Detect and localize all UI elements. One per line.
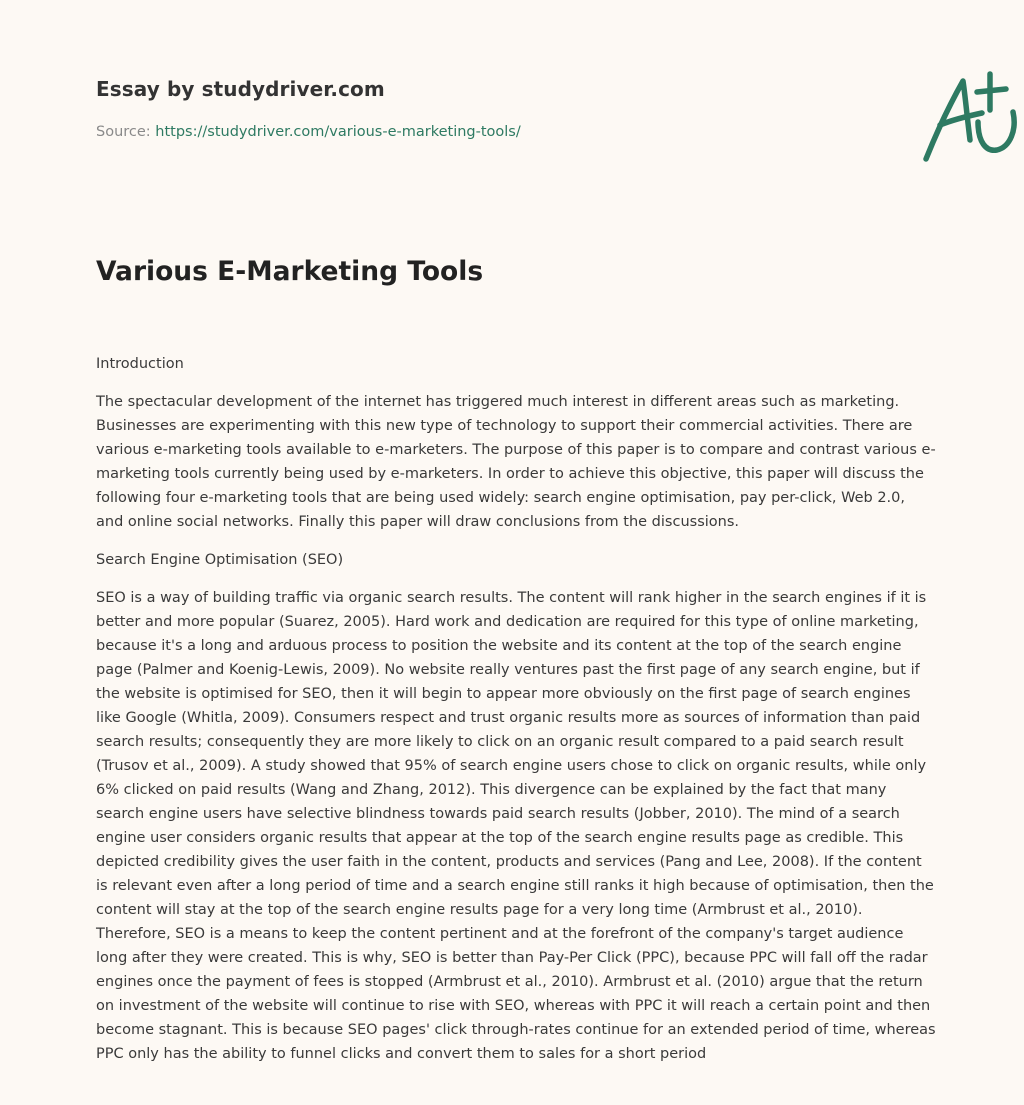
site-header-title: Essay by studydriver.com (96, 77, 385, 101)
section-heading-introduction: Introduction (96, 356, 184, 372)
source-link[interactable]: https://studydriver.com/various-e-marketing-tools/ (155, 124, 521, 140)
a-plus-logo-icon (920, 66, 1024, 166)
section-body-seo: SEO is a way of building traffic via organic search results. The content will rank higher in the search engines if it is better and more popular (Suarez, 2005). Hard work and dedication are required for this type of online marketing, because it's a long and arduous process to position the website and its content at the top of the search engine page (Palmer and Koenig-Lewis, 2009). No website really ventures past the first page of any search engine, but if the website is optimised for SEO, then it will begin to appear more obviously on the first page of search engines like Google (Whitla, 2009). Consumers respect and trust organic results more as sources of information than paid search results; consequently they are more likely to click on an organic result compared to a paid search result (Trusov et al., 2009). A study showed that 95% of search engine users chose to click on organic results, while only 6% clicked on paid results (Wang and Zhang, 2012). This divergence can be explained by the fact that many search engine users have selective blindness towards paid search results (Jobber, 2010). The mind of a search engine user considers organic results that appear at the top of the search engine results page as credible. This depicted credibility gives the user faith in the content, products and services (Pang and Lee, 2008). If the content is relevant even after a long period of time and a search engine still ranks it high because of optimisation, then the content will stay at the top of the search engine results page for a very long time (Armbrust et al., 2010). Therefore, SEO is a means to keep the content pertinent and at the forefront of the company's target audience long after they were created. This is why, SEO is better than Pay-Per Click (PPC), because PPC will fall off the radar engines once the payment of fees is stopped (Armbrust et al., 2010). Armbrust et al. (2010) argue that the return on investment of the website will continue to rise with SEO, whereas with PPC it will reach a certain point and then become stagnant. This is because SEO pages' click through-rates continue for an extended period of time, whereas PPC only has the ability to funnel clicks and convert them to sales for a short period (96, 590, 936, 1062)
essay-title: Various E-Marketing Tools (96, 256, 484, 287)
source-line (96, 124, 521, 140)
section-body-introduction: The spectacular development of the internet has triggered much interest in different areas such as marketing. Businesses are experimenting with this new type of technology to support their commercial activities. There are various e-marketing tools available to e-marketers. The purpose of this paper is to compare and contrast various e-marketing tools currently being used by e-marketers. In order to achieve this objective, this paper will discuss the following four e-marketing tools that are being used widely: search engine optimisation, pay per-click, Web 2.0, and online social networks. Finally this paper will draw conclusions from the discussions. (96, 394, 936, 530)
section-heading-seo: Search Engine Optimisation (SEO) (96, 552, 344, 568)
source-label: Source: (96, 124, 151, 140)
essay-content (96, 352, 936, 1080)
